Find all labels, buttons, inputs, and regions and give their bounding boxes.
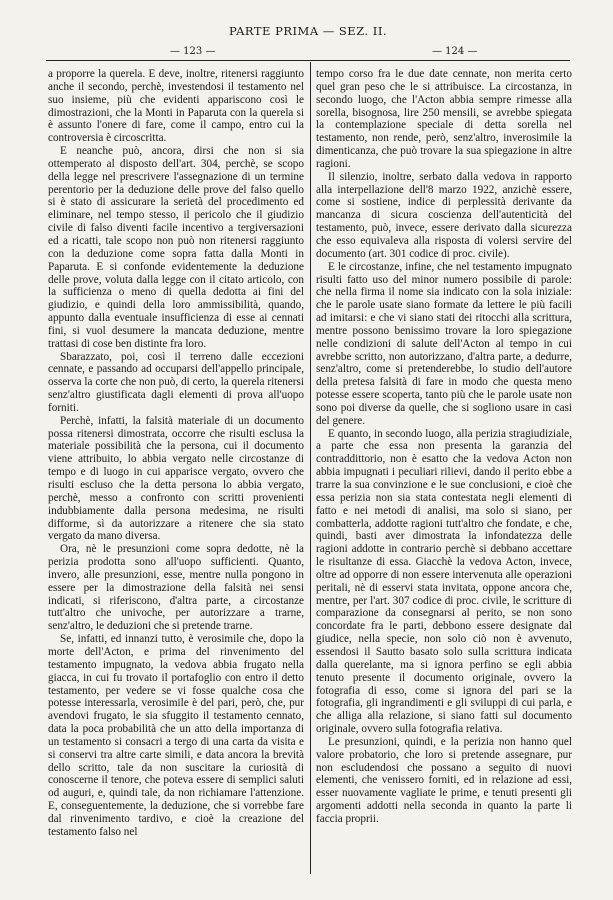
paragraph: Ora, nè le presunzioni come sopra dedotte, nè la perizia prodotta sono all'uopo sufficienti. Quanto, invero, alle presunzioni, esse, mentre nulla pongono in essere per la dimostrazione della falsità nei sensi indicati, si riferiscono, d'altra parte, a circostanze tutt'altro che univoche, per autorizzare a trarne, senz'altro, le deduzioni che si pretende trarne. — [48, 543, 304, 633]
paragraph: E neanche può, ancora, dirsi che non si sia ottemperato al disposto dell'art. 304, perchè, se scopo della legge nel prescrivere l'assegnazione di un termine perentorio per la deduzione delle prove del falso quello si è stato di assicurare la serietà del procedimento ed eliminare, nel tempo stesso, il pericolo che il giudizio civile di falso diventi facile incentivo a tergiversazioni ed a ricatti, tale scopo non può non ritenersi raggiunto con la deduzione come sopra fatta dalla Monti in Paparuta. E si confonde evidentemente la deduzione delle prove, voluta dalla legge con il citato articolo, con la sufficienza o meno di quella dedotta ai fini del giudizio, e quindi della loro ammissibilità, quando, appunto dalla eventuale insufficienza di esse ai cennati fini, si vuol desumere la mancata deduzione, mentre trattasi di cose ben distinte fra loro. — [48, 145, 304, 350]
column-divider — [310, 62, 311, 874]
paragraph: E le circostanze, infine, che nel testamento impugnato risulti fatto uso del minor numero possibile di parole: che nella firma il nome sia indicato con la sola iniziale: che le parole usate siano formate da lettere le più facili ad imitarsi: e che vi siano stati dei ritocchi alla scrittura, mentre possono benissimo trovare la loro spiegazione nelle condizioni di salute dell'Acton al tempo in cui avrebbe scritto, non autorizzano, d'altra parte, a dedurre, senz'altro, come si pretenderebbe, lo studio dell'autore della pretesa falsità di fare in modo che questa meno potesse essere scoperta, tanto più che le parole usate non sono poi diverse da quelle, che si sogliono usare in casi del genere. — [316, 260, 572, 427]
page-number-left: — 123 — — [170, 46, 216, 57]
page-number-right: — 124 — — [432, 46, 478, 57]
paragraph: Sbarazzato, poi, così il terreno dalle eccezioni cennate, e passando ad occuparsi dell'appello principale, osserva la corte che non può, di certo, la querela ritenersi senz'altro giustificata dagli elementi di prova all'uopo forniti. — [48, 350, 304, 414]
running-title: PARTE PRIMA — SEZ. II. — [228, 24, 388, 38]
paragraph: Se, infatti, ed innanzi tutto, è verosimile che, dopo la morte dell'Acton, e prima del rinvenimento del testamento impugnato, la vedova abbia frugato nella giacca, in cui fu trovato il portafoglio con entro il detto testamento, per vedere se vi fosse qualche cosa che potesse interessarla, verosimile è del pari, però, che, pur avendovi frugato, le sia sfuggito il testamento cennato, data la poca probabilità che un atto della importanza di un testamento si consacri a tergo di una carta da visita e si conservi tra altre carte simili, e data ancora la brevità dello scritto, tale da non suscitare la curiosità di conoscerne il tenore, che poteva essere di semplici saluti od auguri, e, quindi tale, da non richiamare l'attenzione. E, conseguentemente, la deduzione, che si vorrebbe fare dal rinvenimento tardivo, e cioè la creazione del testamento falso nel — [48, 633, 304, 838]
left-column — [48, 68, 304, 888]
right-column — [316, 68, 572, 888]
header-rule — [46, 60, 570, 61]
paragraph: a proporre la querela. E deve, inoltre, ritenersi raggiunto anche il secondo, perchè, investendosi il testamento nel suo insieme, più che evidenti appariscono così le dimostrazioni, che la Monti in Paparuta con la querela si è assunto l'onere di fare, come il campo, entro cui la controversia è circoscritta. — [48, 68, 304, 145]
paragraph: tempo corso fra le due date cennate, non merita certo quel gran peso che le si attribuisce. La circostanza, in secondo luogo, che l'Acton abbia sempre rimesse alla sorella, bisognosa, lire 250 mensili, se avrebbe spiegata la contemplazione speciale di detta sorella nel testamento, non rende, però, senz'altro, inverosimile la dimenticanza, che può trovare la sua spiegazione in altre ragioni. — [316, 68, 572, 170]
paragraph: E quanto, in secondo luogo, alla perizia stragiudiziale, a parte che essa non presenta la garanzia del contraddittorio, non è esatto che la vedova Acton non abbia impugnati i peculiari rilievi, dando il perito ebbe a trarre la sua convinzione e le sue conclusioni, e cioè che essa perizia non sia stata contestata negli elementi di fatto e nei metodi di analisi, ma solo si siano, per combatterla, addotte ragioni tutt'altro che fondate, e che, quindi, basti aver dimostrata la infondatezza delle ragioni addotte in contrario perchè si debbano accettare le risultanze di essa. Giacchè la vedova Acton, invece, oltre ad opporre di non essere intervenuta alle operazioni peritali, nè di esservi stata invitata, oppone ancora che, mentre, per l'art. 307 codice di proc. civile, le scritture di comparazione da consegnarsi al perito, se non sono concordate fra le parti, debbono essere designate dal giudice, nella specie, non solo ciò non è avvenuto, essendosi il Sautto basato solo sulla scrittura indicata dalla querelante, ma si ignora perfino se egli abbia tenuto presente il documento originale, ovvero la fotografia di esso, come si ignora del pari se la fotografia, gli ingrandimenti e gli sviluppi di cui parla, e che alliga alla relazione, si siano fatti sul documento originale, ovvero sulla fotografia relativa. — [316, 427, 572, 736]
paragraph: Il silenzio, inoltre, serbato dalla vedova in rapporto alla interpellazione dell'8 marzo 1922, anzichè essere, come si sostiene, indice di perplessità derivante da mancanza di sicura coscienza dell'autenticità del testamento, può, invece, essere derivato dalla sicurezza che esso equivaleva alla risposta di volersi servire del documento (art. 301 codice di proc. civile). — [316, 170, 572, 260]
paragraph: Perchè, infatti, la falsità materiale di un documento possa ritenersi dimostrata, occorre che risulti esclusa la materiale possibilità che la persona, cui il documento viene attribuito, lo abbia vergato nelle circostanze di tempo e di luogo in cui apparisce vergato, ovvero che risulti escluso che la detta persona lo abbia vergato, perchè, messo a confronto con scritti provenienti indubbiamente dalla persona medesima, ne risulti difforme, sì da autorizzare a ritenere che sia stato vergato da mano diversa. — [48, 414, 304, 543]
paragraph: Le presunzioni, quindi, e la perizia non hanno quel valore probatorio, che loro si pretende assegnare, pur non escludendosi che possano a seguito di nuovi elementi, che venissero forniti, ed in relazione ad essi, esser nuovamente vagliate le prime, e tenuti presenti gli argomenti addotti nella seconda in quanto la parte li faccia proprii. — [316, 735, 572, 825]
